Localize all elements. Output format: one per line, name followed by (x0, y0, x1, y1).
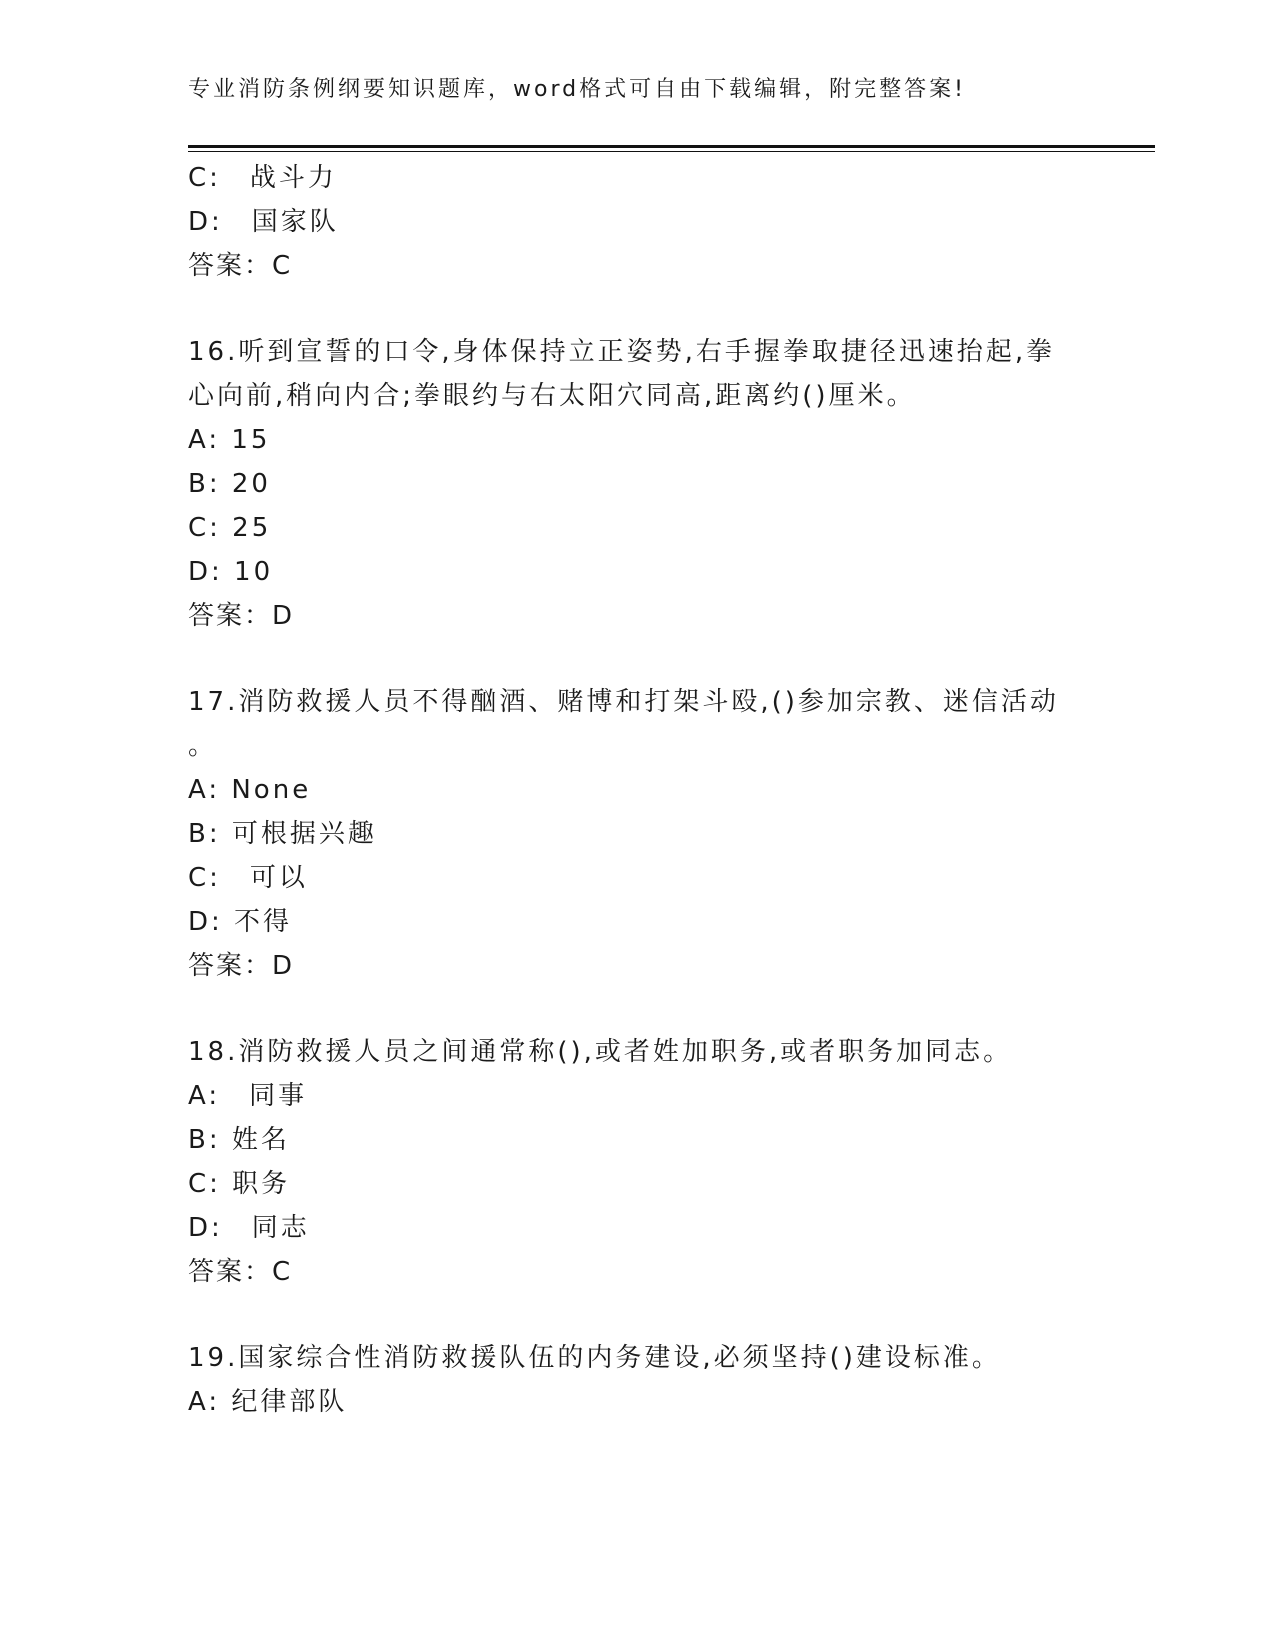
option-a: A: 同事 (188, 1081, 308, 1111)
question-19-text: 19.国家综合性消防救援队伍的内务建设,必须坚持()建设标准。 (188, 1343, 1001, 1373)
answer-line: 答案：C (188, 251, 293, 281)
option-b: B: 20 (188, 469, 271, 499)
option-d: D: 不得 (188, 907, 293, 937)
option-c: C: 可以 (188, 863, 308, 893)
header-rule-thin (188, 151, 1155, 152)
answer-line: 答案：D (188, 601, 295, 631)
header-rule-thick (188, 145, 1155, 148)
answer-line: 答案：C (188, 1257, 293, 1287)
option-c: C: 战斗力 (188, 163, 337, 193)
option-b: B: 可根据兴趣 (188, 819, 377, 849)
page-header: 专业消防条例纲要知识题库，word格式可自由下载编辑，附完整答案! (188, 77, 966, 102)
option-a: A: 纪律部队 (188, 1387, 348, 1417)
question-16-text-cont: 心向前,稍向内合;拳眼约与右太阳穴同高,距离约()厘米。 (188, 381, 916, 411)
question-17-text: 17.消防救援人员不得酗酒、赌博和打架斗殴,()参加宗教、迷信活动 (188, 687, 1059, 717)
option-b: B: 姓名 (188, 1125, 290, 1155)
option-d: D: 10 (188, 557, 274, 587)
question-17-text-cont: 。 (188, 731, 218, 761)
option-a: A: 15 (188, 425, 271, 455)
option-c: C: 职务 (188, 1169, 291, 1199)
option-a: A: None (188, 775, 312, 805)
option-d: D: 同志 (188, 1213, 310, 1243)
question-16-text: 16.听到宣誓的口令,身体保持立正姿势,右手握拳取捷径迅速抬起,拳 (188, 337, 1056, 367)
answer-line: 答案：D (188, 951, 295, 981)
option-d: D: 国家队 (188, 207, 339, 237)
question-18-text: 18.消防救援人员之间通常称(),或者姓加职务,或者职务加同志。 (188, 1037, 1013, 1067)
option-c: C: 25 (188, 513, 272, 543)
